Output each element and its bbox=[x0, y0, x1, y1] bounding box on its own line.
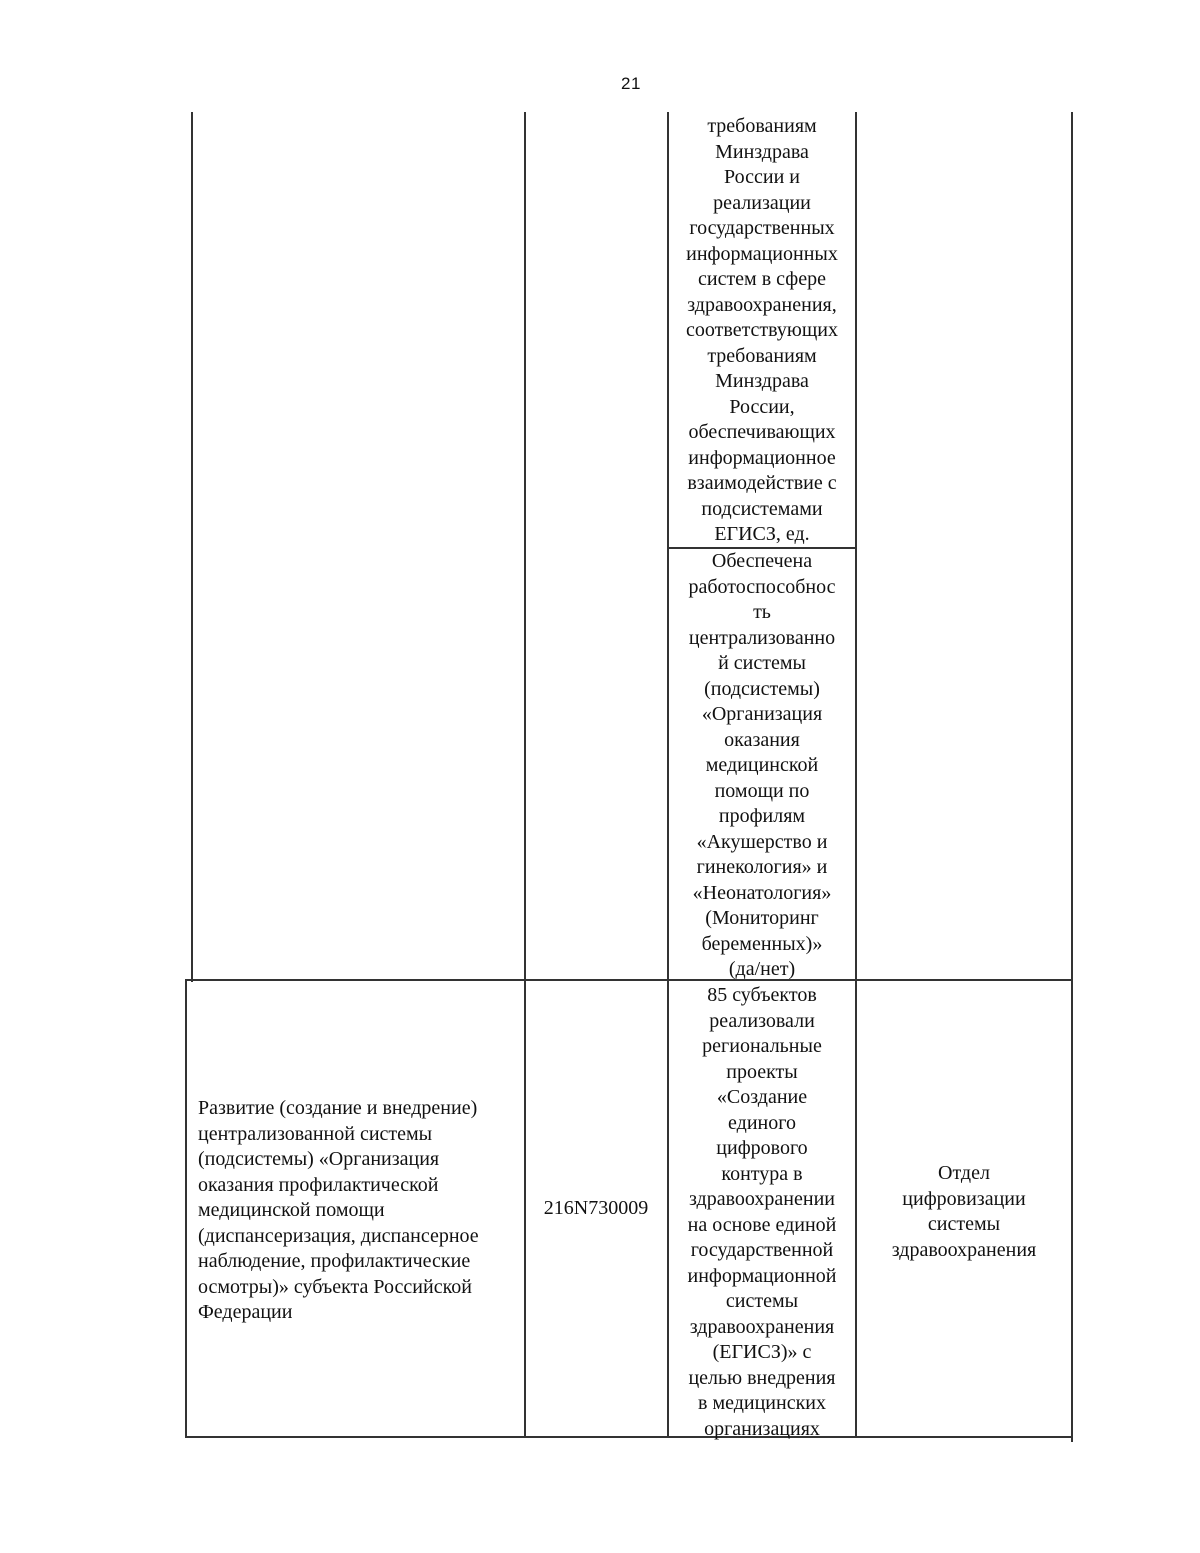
table-border-v5 bbox=[1071, 112, 1073, 1442]
cell-responsible: Отдел цифровизации системы здравоохранения bbox=[891, 1162, 1037, 1261]
cell-indicator: требованиям Минздрава России и реализации государственных информационных систем в сфере здравоохранения, соответствующих требованиям Минздрава России, обеспечивающих информационное взаимодействие с подсистемами ЕГИСЗ, ед. bbox=[686, 115, 838, 545]
page-number: 21 bbox=[621, 74, 641, 93]
table-border-h-bottom bbox=[185, 1436, 1072, 1438]
cell-indicator: 85 субъектов реализовали региональные проекты «Создание единого цифрового контура в здравоохранении на основе единой государственной информационной системы здравоохранения (ЕГИСЗ)» с целью внедрения в медицинских организациях bbox=[687, 984, 837, 1440]
table-border-v1 bbox=[191, 112, 193, 982]
cell-code: 216N730009 bbox=[543, 1196, 649, 1219]
cell-event: Развитие (создание и внедрение) централизованной системы (подсистемы) «Организация оказания профилактической медицинской помощи (диспансеризация, диспансерное наблюдение, профилактические осмотры)» субъекта Российской Федерации bbox=[198, 1097, 479, 1323]
table-border-v4 bbox=[855, 112, 857, 1438]
cell-indicator: Обеспечена работоспособнос ть централизованно й системы (подсистемы) «Организация оказания медицинской помощи по профилям «Акушерство и гинекология» и «Неонатология» (Мониторинг беременных)» (да/нет) bbox=[688, 550, 836, 980]
table-border-v1b bbox=[185, 980, 187, 1438]
